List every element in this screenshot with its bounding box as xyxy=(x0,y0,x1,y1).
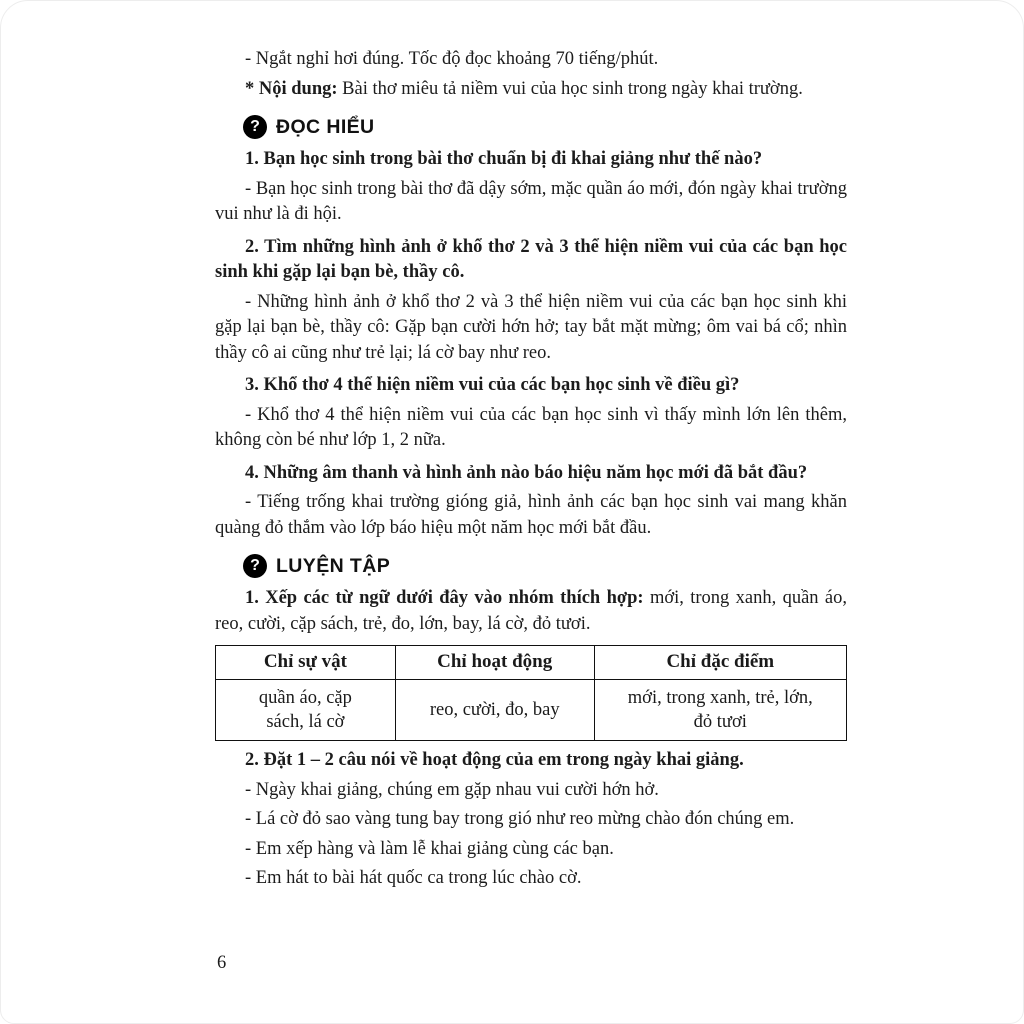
answer-1: - Bạn học sinh trong bài thơ đã dậy sớm, mặc quần áo mới, đón ngày khai trường vui như là đi hội. xyxy=(215,178,847,225)
content-summary xyxy=(215,77,847,103)
question-circle-icon: ? xyxy=(243,554,267,578)
answer-4: - Tiếng trống khai trường gióng giả, hình ảnh các bạn học sinh vai mang khăn quàng đỏ thắm vào lớp báo hiệu một năm học mới bắt đầu. xyxy=(215,492,847,538)
page-number: 6 xyxy=(217,953,227,973)
sample-answer-1: - Ngày khai giảng, chúng em gặp nhau vui cười hớn hở. xyxy=(245,779,659,800)
table-row xyxy=(216,679,847,740)
section-header-doc-hieu xyxy=(243,115,847,139)
table-header-hoat-dong: Chỉ hoạt động xyxy=(395,646,594,680)
table-header-su-vat: Chỉ sự vật xyxy=(216,646,396,680)
question-2: 2. Tìm những hình ảnh ở khổ thơ 2 và 3 thể hiện niềm vui của các bạn học sinh khi gặp lại bạn bè, thầy cô. xyxy=(215,236,847,283)
content-summary-text: Bài thơ miêu tả niềm vui của học sinh trong ngày khai trường. xyxy=(342,78,803,99)
exercise-1-words: mới, trong xanh, quần áo, reo, cười, cặp sách, trẻ, đo, lớn, bay, lá cờ, đỏ tươi. xyxy=(215,588,848,634)
reading-speed-note: - Ngắt nghỉ hơi đúng. Tốc độ đọc khoảng 70 tiếng/phút. xyxy=(245,49,659,69)
sample-answer-4: - Em hát to bài hát quốc ca trong lúc chào cờ. xyxy=(245,868,582,889)
question-4: 4. Những âm thanh và hình ảnh nào báo hiệu năm học mới đã bắt đầu? xyxy=(245,462,808,483)
table-cell-dac-diem: mới, trong xanh, trẻ, lớn, đỏ tươi xyxy=(594,679,846,740)
word-classification-table xyxy=(215,645,847,741)
question-circle-icon: ? xyxy=(243,115,267,139)
sample-answer-3: - Em xếp hàng và làm lễ khai giảng cùng các bạn. xyxy=(245,838,614,859)
exercise-2: 2. Đặt 1 – 2 câu nói về hoạt động của em trong ngày khai giảng. xyxy=(245,750,744,771)
page-content xyxy=(215,47,847,892)
table-header-dac-diem: Chỉ đặc điểm xyxy=(594,646,846,680)
content-summary-label: * Nội dung: xyxy=(245,78,338,99)
table-cell-su-vat: quần áo, cặp sách, lá cờ xyxy=(216,679,396,740)
section-title-luyen-tap: LUYỆN TẬP xyxy=(276,554,391,577)
section-header-luyen-tap xyxy=(243,554,847,578)
exercise-1-label: 1. Xếp các từ ngữ dưới đây vào nhóm thích hợp: xyxy=(245,588,644,609)
table-cell-hoat-dong: reo, cười, đo, bay xyxy=(395,679,594,740)
sample-answer-2: - Lá cờ đỏ sao vàng tung bay trong gió như reo mừng chào đón chúng em. xyxy=(245,809,795,830)
answer-3: - Khổ thơ 4 thể hiện niềm vui của các bạn học sinh vì thấy mình lớn lên thêm, không còn bé như lớp 1, 2 nữa. xyxy=(215,404,847,451)
answer-2: - Những hình ảnh ở khổ thơ 2 và 3 thể hiện niềm vui của các bạn học sinh khi gặp lại bạn bè, thầy cô: Gặp bạn cười hớn hở; tay bắt mặt mừng; ôm vai bá cổ; nhìn thầy cô ai cũng như trẻ lại; lá cờ bay như reo. xyxy=(215,291,847,363)
exercise-1 xyxy=(215,586,847,637)
question-1: 1. Bạn học sinh trong bài thơ chuẩn bị đi khai giảng như thế nào? xyxy=(245,149,763,170)
section-title-doc-hieu: ĐỌC HIỂU xyxy=(276,115,375,138)
question-3: 3. Khổ thơ 4 thể hiện niềm vui của các bạn học sinh về điều gì? xyxy=(245,375,740,396)
table-header-row xyxy=(216,646,847,680)
